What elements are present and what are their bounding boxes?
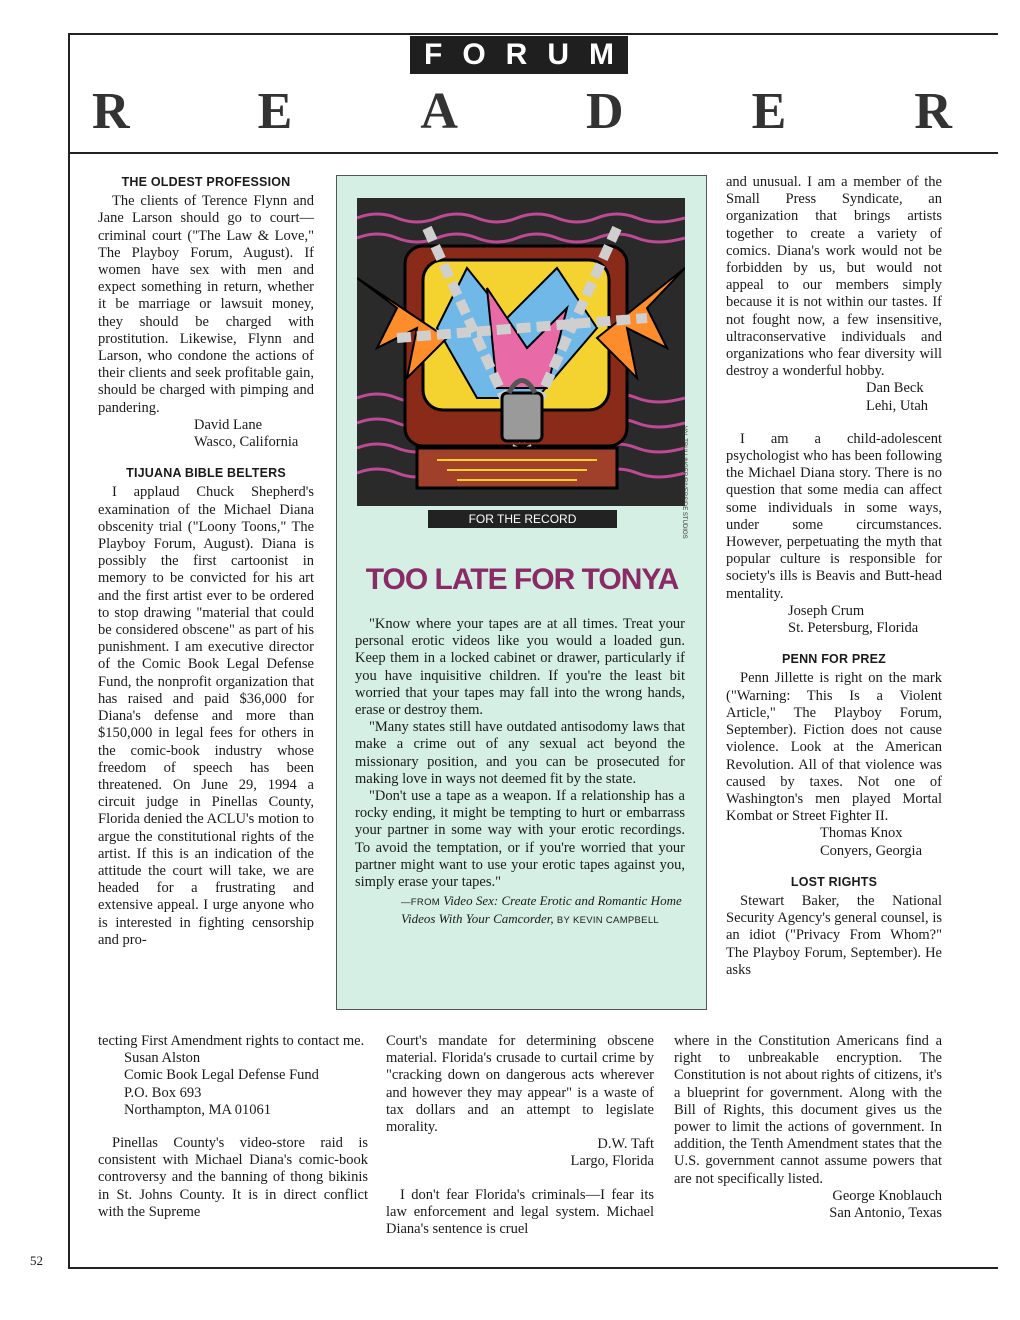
title-letter: D [586,82,624,140]
letter-heading: THE OLDEST PROFESSION [121,175,291,189]
sidebar-source [355,893,685,929]
letter-signature-place: Conyers, Georgia [820,842,923,859]
letter-signature-name: George Knoblauch [832,1187,942,1204]
letter-body: Penn Jillette is right on the mark ("Warning: This Is a Violent Article," The Playboy Forum, September). Fiction does not cause violence. Look at the American Revolution. All of that violence was caused by taxes. Not one of Washington's men played Mortal Kombat or Street Fighter II. [726,670,942,825]
sidebar-paragraph: "Know where your tapes are at all times. Treat your personal erotic videos like you would a loaded gun. Keep them in a locked cabinet or drawer, particularly if you have inquisitive children. If you're the least bit worried that your tapes may fall into the wrong hands, erase or destroy them. [355,616,685,719]
title-letter: E [257,82,293,140]
sidebar-caption: FOR THE RECORD [428,510,617,528]
header-rule-bottom [68,152,998,154]
letter-signature-line: P.O. Box 693 [124,1084,202,1101]
letter-signature-name: Joseph Crum [788,602,865,619]
letter-heading: PENN FOR PREZ [782,652,886,667]
letter-signature-place: Wasco, California [194,434,299,451]
title-letter: R [92,82,130,140]
letter-signature-name: Thomas Knox [820,825,903,842]
letter-signature-place: St. Petersburg, Florida [788,620,919,637]
letter-body: I don't fear Florida's criminals—I fear its law enforcement and legal system. Michael Diana's sentence is cruel [386,1186,654,1238]
chained-tv-illustration [357,198,685,506]
art-credit: VAL TRULLINGER/RIVERSIDE STUDIOS [681,426,687,539]
sidebar-title: TOO LATE FOR TONYA [365,563,679,596]
letter-signature-line: Comic Book Legal Defense Fund [124,1067,319,1084]
page-title [92,80,952,142]
column-left-bottom [98,1033,368,1221]
column-middle-bottom [386,1033,654,1238]
letter-body: The clients of Terence Flynn and Jane Larson should go to court—criminal court ("The Law & Love," The Playboy Forum, August). If women have sex with men and expect something in return, whether it be marriage or lawsuit money, they should be charged with prostitution. Likewise, Flynn and Larson, who condone the actions of their clients and seek profitable gain, should be charged with pimping and pandering. [98,193,314,416]
column-right-bottom [674,1033,942,1222]
letter-signature-line: Northampton, MA 01061 [124,1101,272,1118]
letter-body-continued: tecting First Amendment rights to contact me. [98,1033,365,1049]
letter-signature-place: Largo, Florida [570,1153,654,1170]
header-rule-top [68,33,998,35]
sidebar-paragraph: "Many states still have outdated antisodomy laws that make a crime out of any sexual act beyond the missionary position, and you can be prosecuted for making love in ways not deemed fit by the state. [355,719,685,787]
title-letter: R [914,82,952,140]
column-right [726,174,942,979]
letter-body: Stewart Baker, the National Security Agency's general counsel, is an idiot ("Privacy From Whom?" The Playboy Forum, September). He asks [726,892,942,978]
column-left [98,174,314,949]
title-letter: A [420,82,458,140]
page-frame-left [68,33,70,1269]
sidebar-box [336,175,707,1010]
sidebar-text [355,616,685,929]
letter-signature-name: Dan Beck [866,380,924,397]
letter-signature-place: San Antonio, Texas [829,1205,942,1222]
letter-signature-place: Lehi, Utah [866,397,929,414]
source-title: Video Sex: Create Erotic and Romantic Home Videos With Your Camcorder, [401,893,682,927]
title-letter: E [751,82,787,140]
letter-body: Pinellas County's video-store raid is consistent with Michael Diana's comic-book controversy and the banning of thong bikinis in St. Johns County. It is in direct conflict with the Supreme [98,1135,368,1220]
letter-heading: LOST RIGHTS [790,874,878,889]
letter-body: I applaud Chuck Shepherd's examination of the Michael Diana obscenity trial ("Loony Toons," The Playboy Forum, August). Diana is possibly the first cartoonist in memory to be convicted for his art and the first artist ever to be ordered to stop drawing "material that could be considered obscene" as part of his punishment. I am executive director of the Comic Book Legal Defense Fund, the nonprofit organization that has raised and paid $36,000 for Diana's defense and more than $150,000 in legal fees for others in the comic-book industry whose freedom of speech has been threatened. On June 29, 1994 a circuit judge in Pinellas County, Florida denied the ACLU's motion to argue the constitutional rights of the artist. If this is an indication of the attitude the court will take, we are headed for a frustrating and extensive appeal. I urge anyone who is interested in fighting censorship and pro- [98,484,314,948]
forum-banner: FORUM [410,36,628,74]
page-number: 52 [30,1253,43,1268]
letter-body-continued: Court's mandate for determining obscene material. Florida's crusade to curtail crime by "cracking down on dangerous acts wherever and however they may appear" is a waste of tax dollars and an attempt to legislate morality. [386,1033,654,1136]
letter-body-continued: and unusual. I am a member of the Small Press Syndicate, an organization that brings artists together to create a variety of comics. Diana's work would not be forbidden by us, but would not appeal to our members simply because it is not within our tastes. If not fought now, a few insensitive, ultraconservative individuals and organizations who fear diversity will destroy a wonderful hobby. [726,174,942,380]
footer-rule [68,1267,998,1269]
letter-body-continued: where in the Constitution Americans find a right to unbreakable encryption. The Constitution is not about rights of citizens, it's a blueprint for government. Along with the Bill of Rights, this document gives us the power to limit the actions of government. In addition, the Tenth Amendment states that the U.S. government cannot assume powers that are not specifically listed. [674,1033,942,1187]
letter-body: I am a child-adolescent psychologist who has been following the Michael Diana story. There is no question that some media can affect some individuals in some ways, under some circumstances. However, perpetuating the myth that popular culture is responsible for society's ills is Beavis and Butt-head mentality. [726,430,942,602]
letter-heading: TIJUANA BIBLE BELTERS [126,466,286,481]
letter-signature-name: D.W. Taft [597,1136,654,1153]
source-author: BY KEVIN CAMPBELL [556,915,659,927]
letter-signature-line: Susan Alston [124,1050,201,1067]
letter-signature-name: David Lane [194,416,263,433]
source-from: —FROM [401,897,440,909]
sidebar-paragraph: "Don't use a tape as a weapon. If a relationship has a rocky ending, it might be tempting to hurt or embarrass your partner in some way with your erotic recordings. To avoid the temptation, or if you're worried that your partner might want to use your erotic tapes against you, simply erase your tapes." [355,788,685,891]
